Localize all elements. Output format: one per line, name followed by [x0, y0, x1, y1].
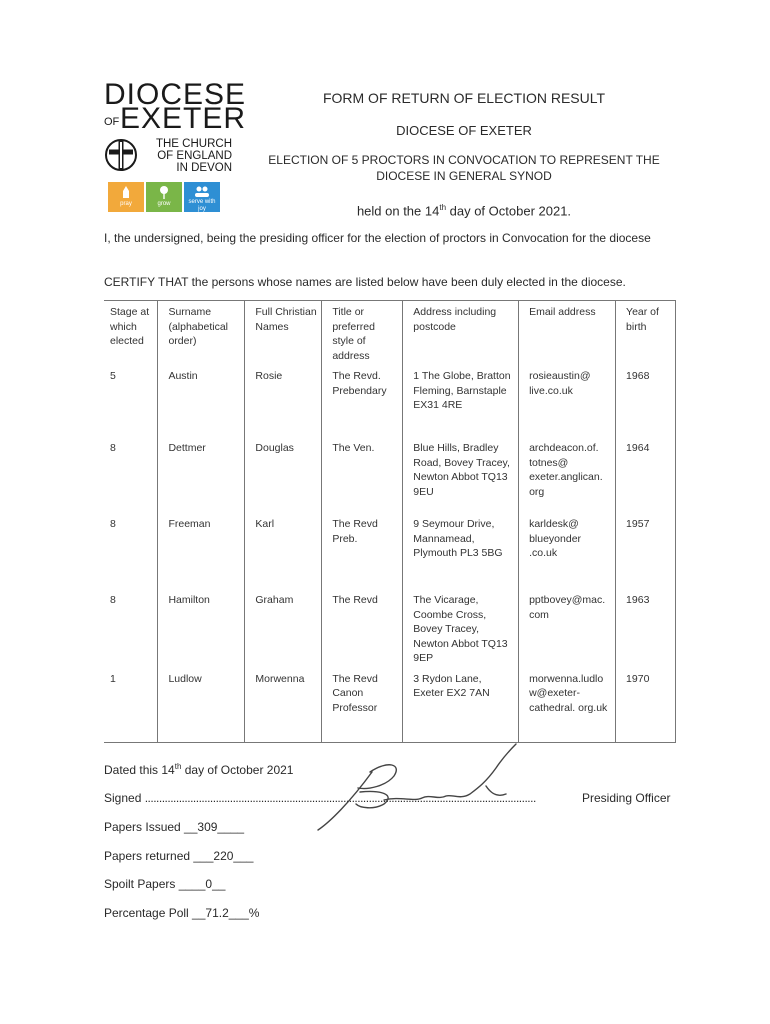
cell-names: Rosie [245, 365, 322, 437]
results-table [104, 300, 676, 743]
signed-dots: .......................................................................................................................................... [144, 791, 536, 805]
cell-address: Blue Hills, Bradley Road, Bovey Tracey, Newton Abbot TQ13 9EU [403, 437, 519, 513]
signed-label: Signed [104, 791, 142, 805]
cell-stage: 5 [110, 370, 116, 382]
cell-address: 9 Seymour Drive, Mannamead, Plymouth PL3 5BG [403, 513, 519, 589]
cell-title: The Ven. [322, 437, 403, 513]
dated-suffix: day of October 2021 [181, 763, 294, 777]
header-christian-names: Full Christian Names [245, 301, 322, 366]
cell-year: 1970 [616, 668, 676, 743]
logo-diocese-text: DIOCESE [104, 78, 247, 111]
pray-tile-label: pray [120, 201, 132, 207]
pray-tile [108, 182, 144, 212]
cell-year: 1963 [616, 589, 676, 668]
cell-year: 1964 [616, 437, 676, 513]
held-on-line [260, 203, 668, 218]
logo-church-line: THE CHURCH [155, 138, 232, 150]
diocese-heading: DIOCESE OF EXETER [396, 123, 532, 138]
table-row [104, 589, 676, 668]
cell-names: Douglas [245, 437, 322, 513]
flower-icon [157, 185, 171, 199]
dated-line [104, 762, 293, 777]
pray-icon [119, 185, 133, 199]
cell-email: archdeacon.of. totnes@ exeter.anglican. org [519, 437, 616, 513]
serve-tile-label: serve with joy [188, 199, 216, 212]
header-surname: Surname (alphabetical order) [158, 301, 245, 366]
grow-tile-label: grow [157, 201, 171, 207]
cell-title: The Revd. Prebendary [322, 365, 403, 437]
cell-surname: Hamilton [158, 589, 245, 668]
logo-of-text: OF [104, 116, 120, 128]
cell-email: morwenna.ludlo w@exeter- cathedral. org.uk [519, 668, 616, 743]
cell-stage: 8 [110, 442, 116, 454]
presiding-officer-label: Presiding Officer [582, 791, 671, 805]
cell-surname: Austin [158, 365, 245, 437]
dated-sup: th [174, 762, 182, 771]
table-header-row [104, 301, 676, 366]
cell-address: 3 Rydon Lane, Exeter EX2 7AN [403, 668, 519, 743]
cell-title: The Revd Canon Professor [322, 668, 403, 743]
election-heading-line2: DIOCESE IN GENERAL SYNOD [376, 169, 552, 183]
cell-title: The Revd [322, 589, 403, 668]
table-row [104, 365, 676, 437]
statement-paragraph: I, the undersigned, being the presiding officer for the election of proctors in Convocation for the diocese [104, 231, 651, 245]
table-row [104, 513, 676, 589]
logo-church-text [140, 138, 232, 174]
form-title: FORM OF RETURN OF ELECTION RESULT [322, 90, 606, 106]
cell-title: The Revd Preb. [322, 513, 403, 589]
held-on-sup: th [439, 203, 447, 212]
cell-names: Morwenna [245, 668, 322, 743]
logo-exeter-text: EXETER [120, 102, 247, 135]
cell-names: Graham [245, 589, 322, 668]
cell-email: karldesk@ blueyonder .co.uk [519, 513, 616, 589]
cell-stage: 8 [110, 518, 116, 530]
grow-tile [146, 182, 182, 212]
dated-prefix: Dated this 14 [104, 763, 175, 777]
cell-year: 1957 [616, 513, 676, 589]
handwritten-signature [310, 742, 530, 837]
election-heading-line1: ELECTION OF 5 PROCTORS IN CONVOCATION TO REPRESENT THE [268, 153, 660, 167]
cell-names: Karl [245, 513, 322, 589]
spoilt-papers: Spoilt Papers ____0__ [104, 877, 226, 891]
held-on-prefix: held on the 14 [356, 203, 440, 219]
table-row [104, 668, 676, 743]
cell-email: pptbovey@mac. com [519, 589, 616, 668]
people-icon [195, 185, 209, 199]
cell-address: The Vicarage, Coombe Cross, Bovey Tracey, Newton Abbot TQ13 9EP [403, 589, 519, 668]
cell-surname: Freeman [158, 513, 245, 589]
papers-issued: Papers Issued __309____ [104, 820, 245, 834]
header-stage: Stage at which elected [104, 301, 158, 366]
header-address: Address including postcode [403, 301, 519, 366]
papers-returned: Papers returned ___220___ [104, 849, 254, 863]
held-on-suffix: day of October 2021. [446, 203, 572, 219]
logo-church-line: OF ENGLAND [157, 150, 232, 162]
cell-stage: 8 [110, 594, 116, 606]
cell-email: rosieaustin@ live.co.uk [519, 365, 616, 437]
percentage-poll: Percentage Poll __71.2___% [104, 906, 260, 920]
header-email: Email address [519, 301, 616, 366]
certify-paragraph: CERTIFY THAT the persons whose names are listed below have been duly elected in the diocese. [104, 275, 626, 289]
cross-emblem-icon [104, 138, 138, 172]
cell-stage: 1 [104, 668, 158, 743]
header-title: Title or preferred style of address [322, 301, 403, 366]
header-year-of-birth: Year of birth [616, 301, 676, 366]
serve-tile [184, 182, 220, 212]
table-row [104, 437, 676, 513]
cell-surname: Dettmer [158, 437, 245, 513]
cell-year: 1968 [616, 365, 676, 437]
cell-surname: Ludlow [158, 668, 245, 743]
logo-church-line: IN DEVON [176, 162, 232, 174]
cell-address: 1 The Globe, Bratton Fleming, Barnstaple EX31 4RE [403, 365, 519, 437]
